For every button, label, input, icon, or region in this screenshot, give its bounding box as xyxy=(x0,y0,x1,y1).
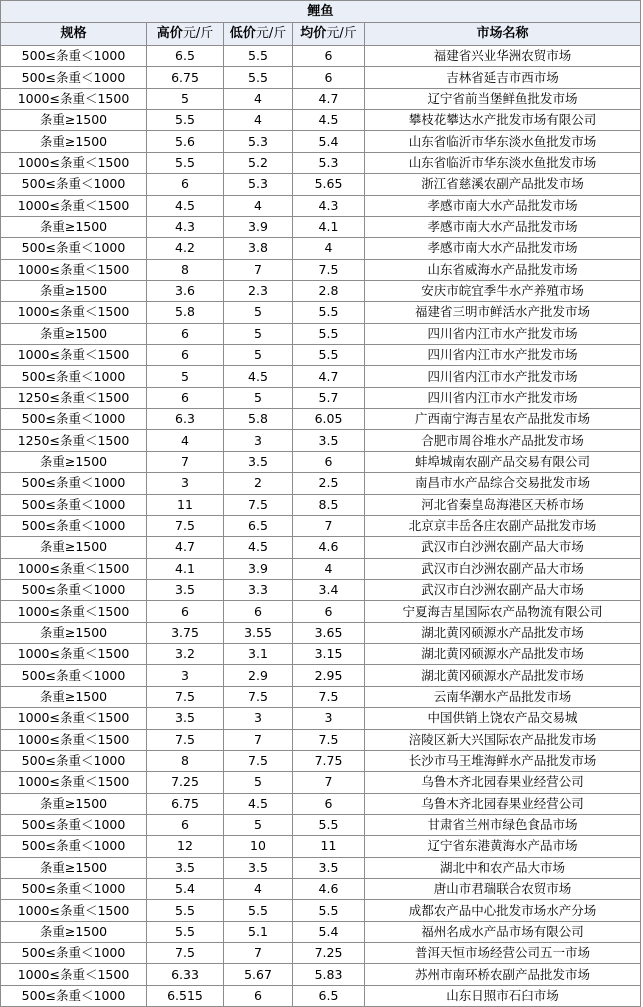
cell-avg-price: 6 xyxy=(293,46,365,67)
header-low-label: 低价 xyxy=(229,26,256,41)
cell-spec: 1000≤条重＜1500 xyxy=(1,900,147,921)
table-row xyxy=(1,921,641,942)
cell-high-price: 4.7 xyxy=(147,537,224,558)
cell-high-price: 6 xyxy=(147,345,224,366)
cell-avg-price: 4.6 xyxy=(293,537,365,558)
cell-spec: 条重≥1500 xyxy=(1,451,147,472)
cell-spec: 1000≤条重＜1500 xyxy=(1,644,147,665)
cell-market: 四川省内江市水产批发市场 xyxy=(365,323,641,344)
cell-avg-price: 6 xyxy=(293,793,365,814)
cell-low-price: 6 xyxy=(224,601,293,622)
table-row xyxy=(1,964,641,985)
cell-high-price: 6 xyxy=(147,601,224,622)
cell-low-price: 5.1 xyxy=(224,921,293,942)
cell-high-price: 3.5 xyxy=(147,708,224,729)
cell-high-price: 4.1 xyxy=(147,558,224,579)
cell-low-price: 5 xyxy=(224,387,293,408)
cell-market: 广西南宁海吉星农产品批发市场 xyxy=(365,409,641,430)
cell-high-price: 5.6 xyxy=(147,131,224,152)
cell-low-price: 3.5 xyxy=(224,857,293,878)
cell-avg-price: 7 xyxy=(293,772,365,793)
cell-spec: 条重≥1500 xyxy=(1,131,147,152)
cell-low-price: 5 xyxy=(224,323,293,344)
table-row xyxy=(1,88,641,109)
header-row xyxy=(1,23,641,46)
table-row xyxy=(1,430,641,451)
cell-avg-price: 3.5 xyxy=(293,857,365,878)
cell-high-price: 12 xyxy=(147,836,224,857)
cell-high-price: 6.33 xyxy=(147,964,224,985)
cell-high-price: 6.3 xyxy=(147,409,224,430)
table-row xyxy=(1,943,641,964)
cell-avg-price: 8.5 xyxy=(293,494,365,515)
cell-market: 四川省内江市水产批发市场 xyxy=(365,345,641,366)
cell-avg-price: 3.65 xyxy=(293,622,365,643)
cell-low-price: 7 xyxy=(224,259,293,280)
table-row xyxy=(1,451,641,472)
cell-high-price: 6.75 xyxy=(147,793,224,814)
cell-spec: 条重≥1500 xyxy=(1,323,147,344)
table-row xyxy=(1,985,641,1006)
table-title: 鲤鱼 xyxy=(1,1,641,23)
cell-high-price: 6 xyxy=(147,387,224,408)
cell-high-price: 3.75 xyxy=(147,622,224,643)
cell-market: 浙江省慈溪农副产品批发市场 xyxy=(365,174,641,195)
table-row xyxy=(1,280,641,301)
cell-low-price: 7.5 xyxy=(224,686,293,707)
cell-avg-price: 2.8 xyxy=(293,280,365,301)
cell-spec: 500≤条重＜1000 xyxy=(1,665,147,686)
cell-low-price: 7.5 xyxy=(224,494,293,515)
cell-low-price: 4.5 xyxy=(224,537,293,558)
cell-spec: 500≤条重＜1000 xyxy=(1,473,147,494)
cell-avg-price: 7.5 xyxy=(293,686,365,707)
cell-low-price: 3.9 xyxy=(224,558,293,579)
cell-low-price: 7.5 xyxy=(224,750,293,771)
cell-high-price: 5.5 xyxy=(147,921,224,942)
cell-avg-price: 4 xyxy=(293,238,365,259)
cell-avg-price: 7.25 xyxy=(293,943,365,964)
cell-low-price: 5 xyxy=(224,814,293,835)
table-row xyxy=(1,494,641,515)
table-body xyxy=(1,46,641,1007)
cell-spec: 条重≥1500 xyxy=(1,280,147,301)
cell-avg-price: 4.6 xyxy=(293,879,365,900)
cell-avg-price: 5.65 xyxy=(293,174,365,195)
cell-market: 甘肃省兰州市绿色食品市场 xyxy=(365,814,641,835)
cell-spec: 1000≤条重＜1500 xyxy=(1,302,147,323)
cell-avg-price: 3 xyxy=(293,708,365,729)
cell-market: 安庆市皖宜季牛水产养殖市场 xyxy=(365,280,641,301)
cell-high-price: 5.8 xyxy=(147,302,224,323)
table-row xyxy=(1,409,641,430)
cell-low-price: 2 xyxy=(224,473,293,494)
table-row xyxy=(1,708,641,729)
cell-market: 山东日照市石臼市场 xyxy=(365,985,641,1006)
cell-avg-price: 6.05 xyxy=(293,409,365,430)
cell-spec: 1250≤条重＜1500 xyxy=(1,430,147,451)
cell-high-price: 4.5 xyxy=(147,195,224,216)
cell-low-price: 5.5 xyxy=(224,46,293,67)
cell-market: 武汉市白沙洲农副产品大市场 xyxy=(365,579,641,600)
cell-avg-price: 6 xyxy=(293,601,365,622)
cell-market: 湖北黄冈硕源水产品批发市场 xyxy=(365,665,641,686)
cell-market: 长沙市马王堆海鲜水产品批发市场 xyxy=(365,750,641,771)
table-row xyxy=(1,515,641,536)
cell-market: 成都农产品中心批发市场水产分场 xyxy=(365,900,641,921)
cell-low-price: 5 xyxy=(224,345,293,366)
cell-low-price: 6 xyxy=(224,985,293,1006)
header-low-price xyxy=(224,23,293,46)
cell-spec: 500≤条重＜1000 xyxy=(1,67,147,88)
cell-market: 中国供销上饶农产品交易城 xyxy=(365,708,641,729)
cell-spec: 条重≥1500 xyxy=(1,857,147,878)
cell-low-price: 4.5 xyxy=(224,793,293,814)
cell-avg-price: 4.1 xyxy=(293,216,365,237)
cell-high-price: 5 xyxy=(147,366,224,387)
table-row xyxy=(1,387,641,408)
table-row xyxy=(1,131,641,152)
title-row xyxy=(1,1,641,23)
cell-high-price: 3.6 xyxy=(147,280,224,301)
table-row xyxy=(1,216,641,237)
table-row xyxy=(1,579,641,600)
cell-spec: 1000≤条重＜1500 xyxy=(1,558,147,579)
table-row xyxy=(1,110,641,131)
cell-market: 蚌埠城南农副产品交易有限公司 xyxy=(365,451,641,472)
cell-avg-price: 5.7 xyxy=(293,387,365,408)
table-row xyxy=(1,750,641,771)
cell-avg-price: 7.75 xyxy=(293,750,365,771)
cell-high-price: 3 xyxy=(147,665,224,686)
cell-spec: 条重≥1500 xyxy=(1,793,147,814)
cell-avg-price: 5.5 xyxy=(293,814,365,835)
table-row xyxy=(1,473,641,494)
cell-avg-price: 4.7 xyxy=(293,88,365,109)
cell-avg-price: 5.83 xyxy=(293,964,365,985)
cell-spec: 500≤条重＜1000 xyxy=(1,46,147,67)
cell-avg-price: 5.5 xyxy=(293,302,365,323)
table-row xyxy=(1,67,641,88)
table-row xyxy=(1,814,641,835)
cell-high-price: 7.5 xyxy=(147,686,224,707)
cell-spec: 条重≥1500 xyxy=(1,216,147,237)
cell-spec: 500≤条重＜1000 xyxy=(1,366,147,387)
cell-low-price: 3 xyxy=(224,708,293,729)
cell-spec: 500≤条重＜1000 xyxy=(1,494,147,515)
cell-spec: 1250≤条重＜1500 xyxy=(1,387,147,408)
cell-market: 南昌市水产品综合交易批发市场 xyxy=(365,473,641,494)
cell-market: 山东省威海水产品批发市场 xyxy=(365,259,641,280)
cell-high-price: 7.5 xyxy=(147,943,224,964)
cell-spec: 1000≤条重＜1500 xyxy=(1,708,147,729)
cell-spec: 500≤条重＜1000 xyxy=(1,879,147,900)
cell-avg-price: 7.5 xyxy=(293,259,365,280)
cell-high-price: 3.5 xyxy=(147,579,224,600)
cell-low-price: 5.3 xyxy=(224,174,293,195)
cell-low-price: 4 xyxy=(224,195,293,216)
cell-low-price: 7 xyxy=(224,943,293,964)
header-spec: 规格 xyxy=(1,23,147,46)
table-row xyxy=(1,793,641,814)
cell-spec: 500≤条重＜1000 xyxy=(1,409,147,430)
cell-market: 辽宁省东港黄海水产品市场 xyxy=(365,836,641,857)
header-low-unit: 元/斤 xyxy=(255,26,287,41)
cell-low-price: 4 xyxy=(224,879,293,900)
cell-avg-price: 7 xyxy=(293,515,365,536)
cell-market: 福州名成水产品市场有限公司 xyxy=(365,921,641,942)
cell-spec: 500≤条重＜1000 xyxy=(1,579,147,600)
header-market: 市场名称 xyxy=(365,23,641,46)
cell-high-price: 5.5 xyxy=(147,152,224,173)
cell-low-price: 2.9 xyxy=(224,665,293,686)
table-row xyxy=(1,302,641,323)
cell-low-price: 7 xyxy=(224,729,293,750)
cell-market: 乌鲁木齐北园春果业经营公司 xyxy=(365,793,641,814)
cell-market: 湖北黄冈硕源水产品批发市场 xyxy=(365,622,641,643)
cell-avg-price: 6 xyxy=(293,67,365,88)
cell-market: 福建省三明市鲜活水产批发市场 xyxy=(365,302,641,323)
table-row xyxy=(1,195,641,216)
cell-market: 辽宁省前当堡鲜鱼批发市场 xyxy=(365,88,641,109)
cell-market: 孝感市南大水产品批发市场 xyxy=(365,216,641,237)
cell-market: 合肥市周谷堆水产品批发市场 xyxy=(365,430,641,451)
table-row xyxy=(1,366,641,387)
cell-market: 唐山市君瑞联合农贸市场 xyxy=(365,879,641,900)
cell-high-price: 7 xyxy=(147,451,224,472)
cell-spec: 500≤条重＜1000 xyxy=(1,836,147,857)
table-row xyxy=(1,686,641,707)
cell-low-price: 5.5 xyxy=(224,67,293,88)
cell-high-price: 6 xyxy=(147,814,224,835)
table-row xyxy=(1,900,641,921)
cell-avg-price: 4.7 xyxy=(293,366,365,387)
cell-low-price: 6.5 xyxy=(224,515,293,536)
cell-avg-price: 5.5 xyxy=(293,323,365,344)
cell-high-price: 5 xyxy=(147,88,224,109)
cell-spec: 1000≤条重＜1500 xyxy=(1,345,147,366)
cell-market: 四川省内江市水产批发市场 xyxy=(365,366,641,387)
cell-spec: 500≤条重＜1000 xyxy=(1,750,147,771)
cell-low-price: 3 xyxy=(224,430,293,451)
cell-low-price: 3.9 xyxy=(224,216,293,237)
cell-low-price: 5 xyxy=(224,302,293,323)
cell-high-price: 7.25 xyxy=(147,772,224,793)
cell-avg-price: 7.5 xyxy=(293,729,365,750)
cell-low-price: 3.3 xyxy=(224,579,293,600)
cell-market: 吉林省延吉市西市场 xyxy=(365,67,641,88)
cell-low-price: 3.1 xyxy=(224,644,293,665)
cell-avg-price: 6.5 xyxy=(293,985,365,1006)
cell-market: 乌鲁木齐北园春果业经营公司 xyxy=(365,772,641,793)
cell-high-price: 8 xyxy=(147,259,224,280)
cell-avg-price: 5.4 xyxy=(293,131,365,152)
header-avg-unit: 元/斤 xyxy=(326,26,357,41)
cell-avg-price: 3.15 xyxy=(293,644,365,665)
cell-spec: 1000≤条重＜1500 xyxy=(1,964,147,985)
cell-high-price: 6.75 xyxy=(147,67,224,88)
cell-low-price: 4 xyxy=(224,110,293,131)
cell-avg-price: 2.95 xyxy=(293,665,365,686)
cell-market: 孝感市南大水产品批发市场 xyxy=(365,238,641,259)
cell-market: 普洱天恒市场经营公司五一市场 xyxy=(365,943,641,964)
cell-high-price: 4.3 xyxy=(147,216,224,237)
table-row xyxy=(1,879,641,900)
cell-high-price: 8 xyxy=(147,750,224,771)
cell-low-price: 4 xyxy=(224,88,293,109)
cell-high-price: 7.5 xyxy=(147,729,224,750)
cell-market: 云南华潮水产品批发市场 xyxy=(365,686,641,707)
cell-market: 四川省内江市水产批发市场 xyxy=(365,387,641,408)
cell-low-price: 2.3 xyxy=(224,280,293,301)
header-avg-label: 均价 xyxy=(300,26,327,41)
table-row xyxy=(1,558,641,579)
cell-avg-price: 2.5 xyxy=(293,473,365,494)
cell-low-price: 5.5 xyxy=(224,900,293,921)
cell-market: 湖北中和农产品大市场 xyxy=(365,857,641,878)
cell-low-price: 3.8 xyxy=(224,238,293,259)
cell-spec: 500≤条重＜1000 xyxy=(1,238,147,259)
table-row xyxy=(1,857,641,878)
table-row xyxy=(1,836,641,857)
cell-avg-price: 11 xyxy=(293,836,365,857)
cell-spec: 500≤条重＜1000 xyxy=(1,515,147,536)
cell-spec: 1000≤条重＜1500 xyxy=(1,259,147,280)
cell-low-price: 5 xyxy=(224,772,293,793)
cell-avg-price: 5.4 xyxy=(293,921,365,942)
cell-avg-price: 5.5 xyxy=(293,345,365,366)
cell-high-price: 6.5 xyxy=(147,46,224,67)
cell-spec: 1000≤条重＜1500 xyxy=(1,601,147,622)
cell-spec: 1000≤条重＜1500 xyxy=(1,88,147,109)
table-row xyxy=(1,323,641,344)
cell-high-price: 3.5 xyxy=(147,857,224,878)
cell-market: 福建省兴业华洲农贸市场 xyxy=(365,46,641,67)
cell-high-price: 11 xyxy=(147,494,224,515)
cell-spec: 条重≥1500 xyxy=(1,622,147,643)
cell-market: 武汉市白沙洲农副产品大市场 xyxy=(365,558,641,579)
cell-spec: 条重≥1500 xyxy=(1,110,147,131)
cell-spec: 条重≥1500 xyxy=(1,921,147,942)
cell-high-price: 4.2 xyxy=(147,238,224,259)
cell-market: 涪陵区新大兴国际农产品批发市场 xyxy=(365,729,641,750)
cell-high-price: 5.5 xyxy=(147,110,224,131)
table-row xyxy=(1,152,641,173)
table-row xyxy=(1,601,641,622)
cell-avg-price: 4 xyxy=(293,558,365,579)
table-row xyxy=(1,238,641,259)
cell-spec: 500≤条重＜1000 xyxy=(1,814,147,835)
cell-avg-price: 4.3 xyxy=(293,195,365,216)
cell-market: 武汉市白沙洲农副产品大市场 xyxy=(365,537,641,558)
cell-low-price: 5.3 xyxy=(224,131,293,152)
cell-low-price: 3.5 xyxy=(224,451,293,472)
cell-high-price: 6.515 xyxy=(147,985,224,1006)
cell-spec: 500≤条重＜1000 xyxy=(1,174,147,195)
cell-market: 宁夏海吉星国际农产品物流有限公司 xyxy=(365,601,641,622)
cell-avg-price: 5.5 xyxy=(293,900,365,921)
cell-market: 湖北黄冈硕源水产品批发市场 xyxy=(365,644,641,665)
cell-avg-price: 3.4 xyxy=(293,579,365,600)
table-row xyxy=(1,46,641,67)
cell-low-price: 5.67 xyxy=(224,964,293,985)
table-row xyxy=(1,772,641,793)
cell-spec: 条重≥1500 xyxy=(1,686,147,707)
cell-high-price: 4 xyxy=(147,430,224,451)
table-row xyxy=(1,259,641,280)
cell-low-price: 5.8 xyxy=(224,409,293,430)
cell-high-price: 6 xyxy=(147,174,224,195)
header-high-price xyxy=(147,23,224,46)
table-row xyxy=(1,644,641,665)
cell-high-price: 6 xyxy=(147,323,224,344)
cell-market: 山东省临沂市华东淡水鱼批发市场 xyxy=(365,152,641,173)
cell-spec: 1000≤条重＜1500 xyxy=(1,772,147,793)
cell-spec: 1000≤条重＜1500 xyxy=(1,195,147,216)
cell-low-price: 3.55 xyxy=(224,622,293,643)
cell-spec: 1000≤条重＜1500 xyxy=(1,152,147,173)
cell-high-price: 3.2 xyxy=(147,644,224,665)
cell-market: 山东省临沂市华东淡水鱼批发市场 xyxy=(365,131,641,152)
cell-market: 北京京丰岳各庄农副产品批发市场 xyxy=(365,515,641,536)
header-high-label: 高价 xyxy=(156,26,183,41)
cell-spec: 500≤条重＜1000 xyxy=(1,943,147,964)
cell-market: 攀枝花攀达水产批发市场有限公司 xyxy=(365,110,641,131)
cell-high-price: 3 xyxy=(147,473,224,494)
header-high-unit: 元/斤 xyxy=(182,26,214,41)
cell-market: 孝感市南大水产品批发市场 xyxy=(365,195,641,216)
cell-high-price: 5.5 xyxy=(147,900,224,921)
table-row xyxy=(1,729,641,750)
cell-avg-price: 3.5 xyxy=(293,430,365,451)
table-row xyxy=(1,622,641,643)
table-row xyxy=(1,174,641,195)
table-row xyxy=(1,537,641,558)
cell-high-price: 5.4 xyxy=(147,879,224,900)
cell-spec: 500≤条重＜1000 xyxy=(1,985,147,1006)
cell-avg-price: 5.3 xyxy=(293,152,365,173)
header-avg-price xyxy=(293,23,365,46)
cell-market: 河北省秦皇岛海港区天桥市场 xyxy=(365,494,641,515)
cell-avg-price: 4.5 xyxy=(293,110,365,131)
cell-spec: 条重≥1500 xyxy=(1,537,147,558)
cell-low-price: 10 xyxy=(224,836,293,857)
cell-market: 苏州市南环桥农副产品批发市场 xyxy=(365,964,641,985)
cell-low-price: 5.2 xyxy=(224,152,293,173)
cell-avg-price: 6 xyxy=(293,451,365,472)
cell-spec: 1000≤条重＜1500 xyxy=(1,729,147,750)
cell-low-price: 4.5 xyxy=(224,366,293,387)
cell-high-price: 7.5 xyxy=(147,515,224,536)
table-row xyxy=(1,665,641,686)
table-row xyxy=(1,345,641,366)
